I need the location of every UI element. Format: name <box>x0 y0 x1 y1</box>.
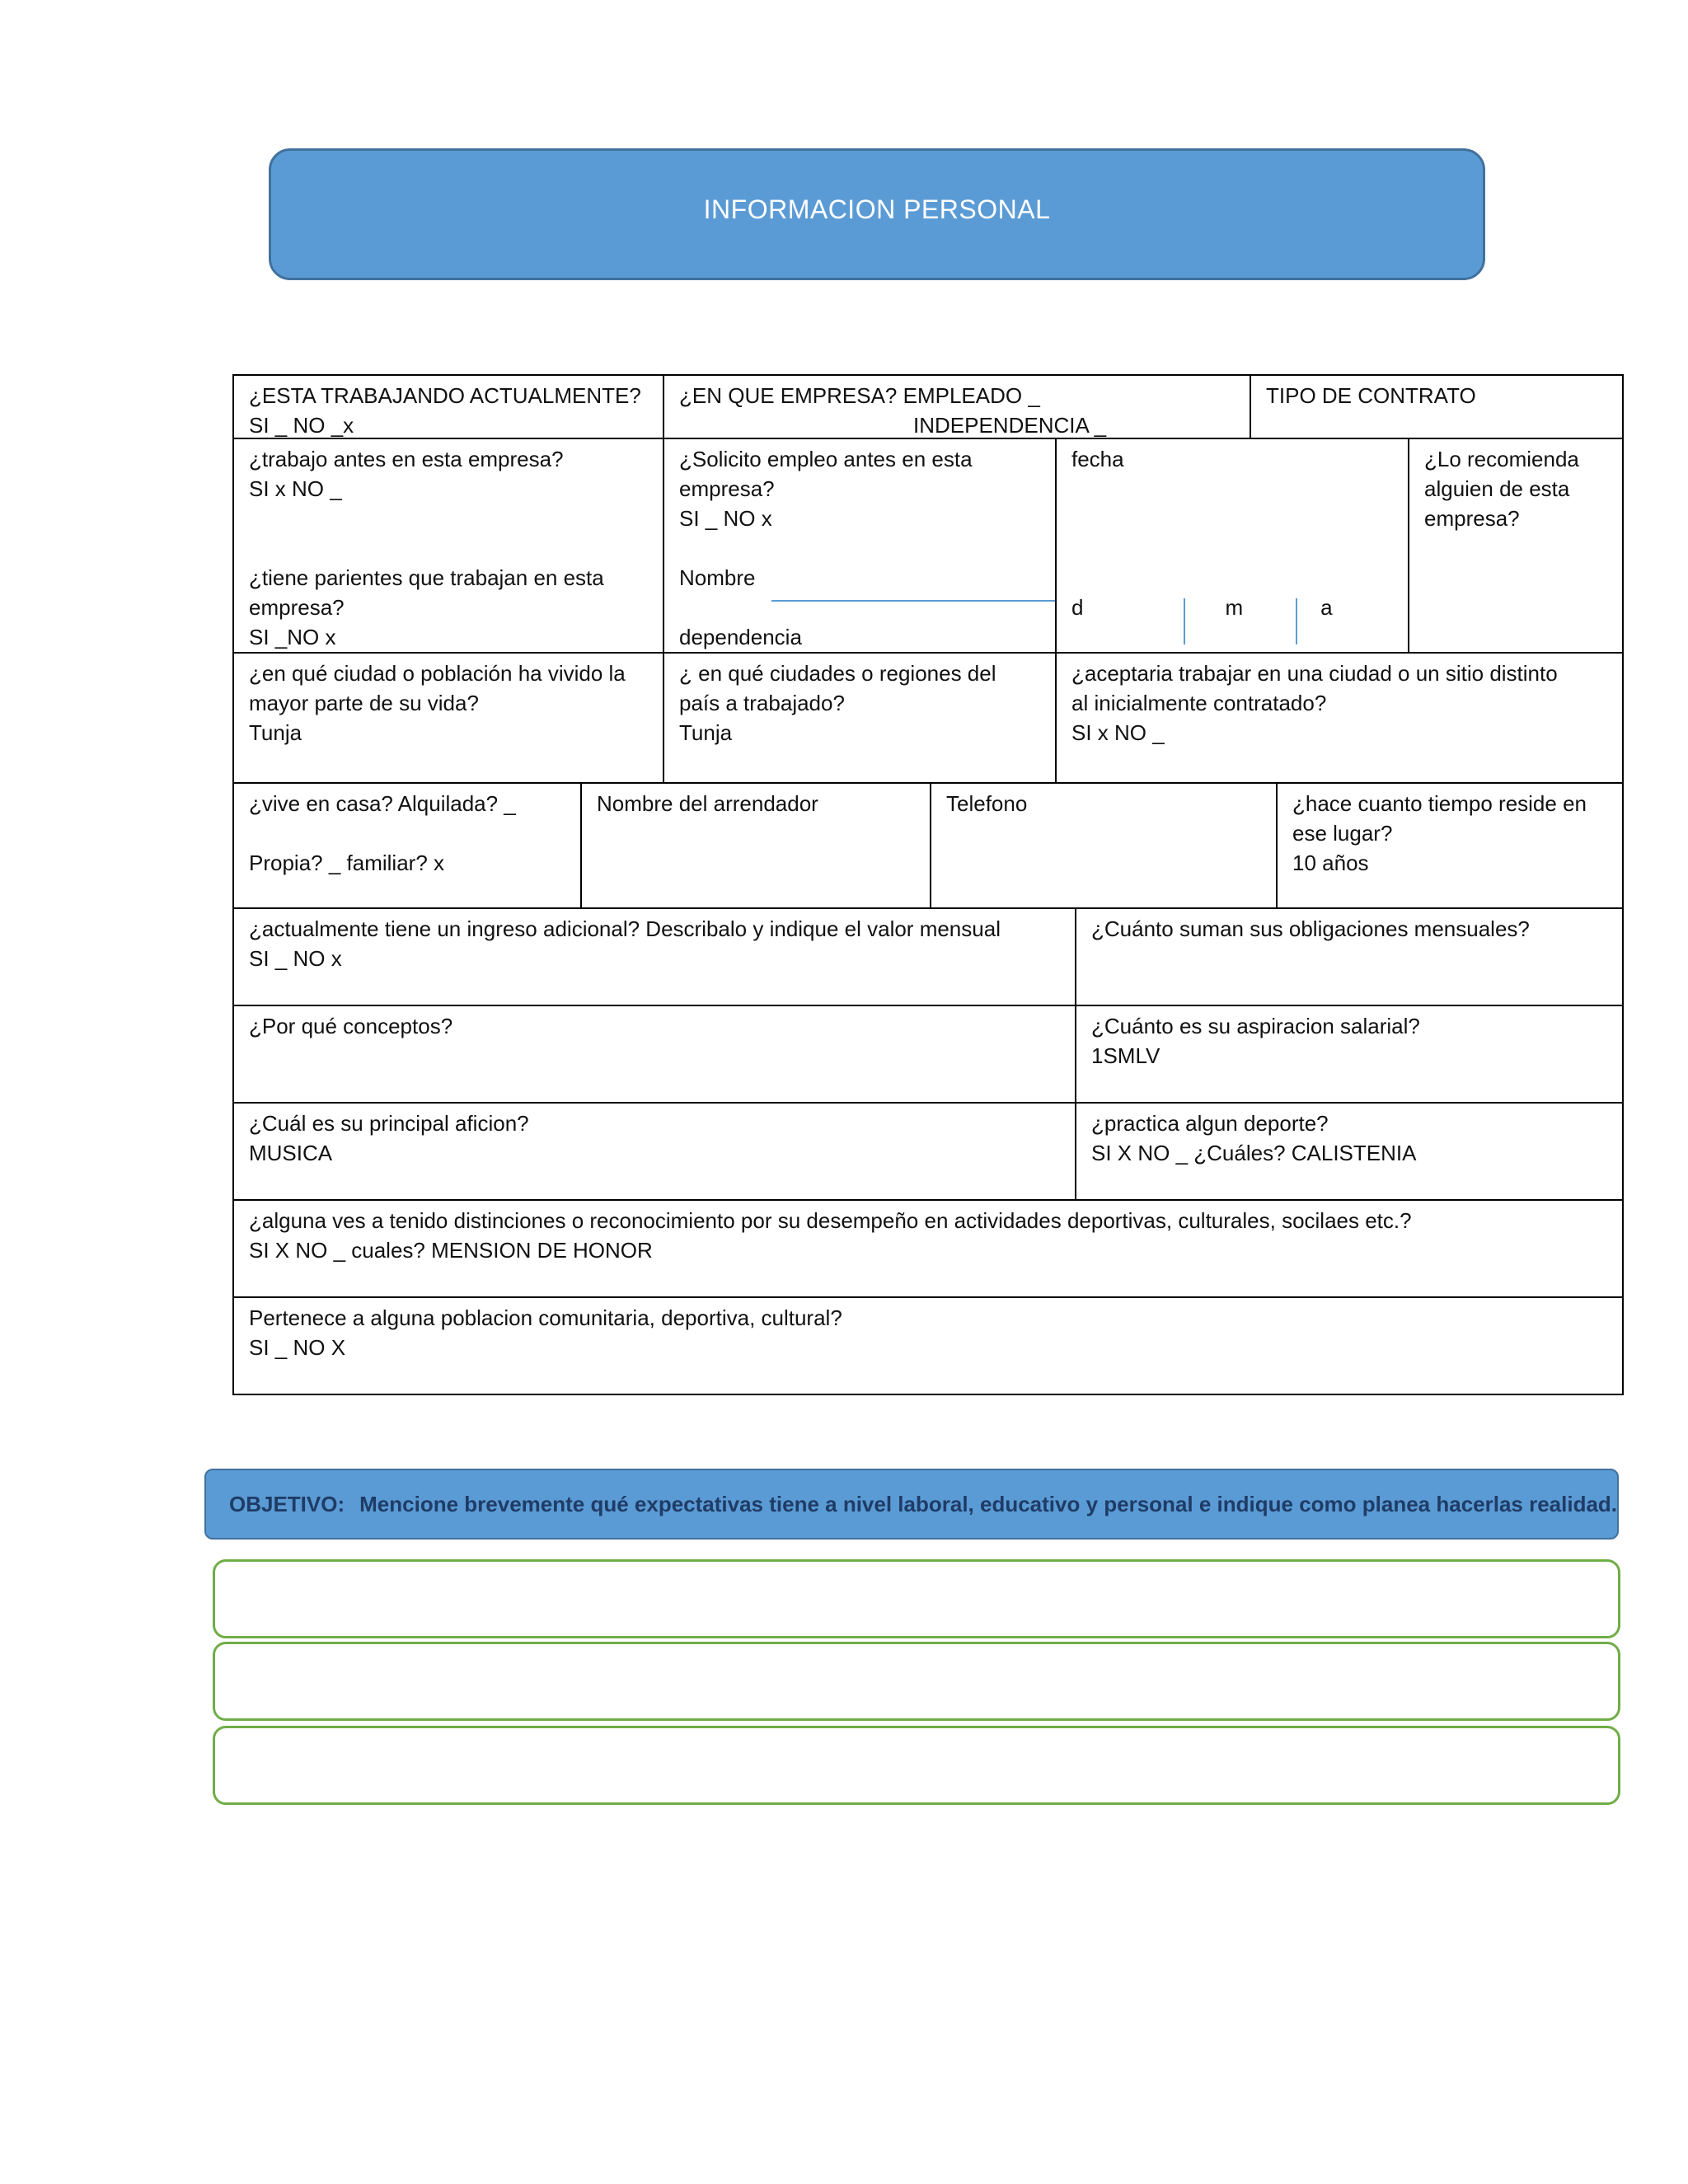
cell-tipo-contrato[interactable] <box>1250 374 1624 439</box>
question-deporte: ¿practica algun deporte? <box>1091 1111 1329 1136</box>
question-distinciones: ¿alguna ves a tenido distinciones o reconocimiento por su desempeño en actividades deportivas, culturales, socilaes etc.? <box>249 1208 1412 1233</box>
answer-regiones-trabajado[interactable]: Tunja <box>679 720 733 745</box>
question-ciudad-vivido-cont: mayor parte de su vida? <box>249 691 479 715</box>
cell-vive-en-casa <box>232 782 582 909</box>
question-recomienda: ¿Lo recomienda <box>1424 447 1579 471</box>
question-esta-trabajando: ¿ESTA TRABAJANDO ACTUALMENTE? <box>249 383 641 408</box>
cell-ingreso-adicional <box>232 907 1076 1006</box>
question-tiempo-reside-cont: ese lugar? <box>1292 821 1393 846</box>
cell-nombre-arrendador[interactable] <box>580 782 931 909</box>
answer-box-3[interactable] <box>213 1726 1620 1805</box>
answer-parientes[interactable]: SI _NO x <box>249 625 336 649</box>
answer-ciudad-vivido[interactable]: Tunja <box>249 720 302 745</box>
fecha-divider-1 <box>1184 598 1185 644</box>
question-solicito-empleo-cont: empresa? <box>679 476 775 501</box>
label-fecha: fecha <box>1071 447 1124 471</box>
label-nombre-arrendador: Nombre del arrendador <box>597 791 818 816</box>
label-tipo-contrato: TIPO DE CONTRATO <box>1266 383 1476 408</box>
label-dependencia[interactable]: dependencia <box>679 625 802 649</box>
nombre-underline <box>771 600 1057 602</box>
label-fecha-anio[interactable]: a <box>1320 595 1333 620</box>
question-ingreso-adicional: ¿actualmente tiene un ingreso adicional? Describalo y indique el valor mensual <box>249 916 1001 941</box>
question-aceptaria-trabajar: ¿aceptaria trabajar en una ciudad o un sitio distinto <box>1071 661 1558 686</box>
question-recomienda-cont2: empresa? <box>1424 506 1520 531</box>
cell-distinciones <box>232 1199 1624 1298</box>
cell-aceptaria-trabajar <box>1055 652 1624 784</box>
question-vive-en-casa[interactable]: ¿vive en casa? Alquilada? _ <box>249 791 516 816</box>
question-trabajo-antes: ¿trabajo antes en esta empresa? <box>249 447 564 471</box>
question-aceptaria-trabajar-cont: al inicialmente contratado? <box>1071 691 1327 715</box>
objective-text: Mencione brevemente qué expectativas tiene a nivel laboral, educativo y personal e indique como planea hacerlas realidad. <box>359 1491 1618 1516</box>
answer-aspiracion-salarial[interactable]: 1SMLV <box>1091 1043 1160 1068</box>
option-independencia[interactable]: INDEPENDENCIA _ <box>913 413 1107 438</box>
question-conceptos: ¿Por qué conceptos? <box>249 1014 453 1038</box>
cell-obligaciones[interactable] <box>1075 907 1624 1006</box>
question-parientes-cont: empresa? <box>249 595 345 620</box>
cell-esta-trabajando <box>232 374 664 439</box>
answer-esta-trabajando[interactable]: SI _ NO _x <box>249 413 354 438</box>
question-aspiracion-salarial: ¿Cuánto es su aspiracion salarial? <box>1091 1014 1420 1038</box>
cell-fecha <box>1055 438 1409 654</box>
options-vive-en-casa[interactable]: Propia? _ familiar? x <box>249 851 444 875</box>
cell-conceptos[interactable] <box>232 1005 1076 1104</box>
objective-banner <box>204 1469 1619 1540</box>
answer-box-1[interactable] <box>213 1559 1620 1638</box>
answer-aceptaria-trabajar[interactable]: SI x NO _ <box>1071 720 1165 745</box>
question-aficion: ¿Cuál es su principal aficion? <box>249 1111 529 1136</box>
answer-solicito-empleo[interactable]: SI _ NO x <box>679 506 772 531</box>
cell-aspiracion-salarial <box>1075 1005 1624 1104</box>
question-ciudad-vivido: ¿en qué ciudad o población ha vivido la <box>249 661 626 686</box>
question-solicito-empleo: ¿Solicito empleo antes en esta <box>679 447 973 471</box>
answer-ingreso-adicional[interactable]: SI _ NO x <box>249 946 342 971</box>
section-title: INFORMACION PERSONAL <box>703 194 1051 224</box>
cell-telefono[interactable] <box>930 782 1278 909</box>
answer-aficion[interactable]: MUSICA <box>249 1141 333 1165</box>
cell-ciudad-vivido <box>232 652 664 784</box>
answer-distinciones[interactable]: SI X NO _ cuales? MENSION DE HONOR <box>249 1238 653 1263</box>
cell-trabajo-antes <box>232 438 664 654</box>
answer-trabajo-antes[interactable]: SI x NO _ <box>249 476 342 501</box>
answer-poblacion[interactable]: SI _ NO X <box>249 1335 346 1360</box>
cell-en-que-empresa <box>663 374 1251 439</box>
cell-regiones-trabajado <box>663 652 1057 784</box>
label-telefono: Telefono <box>946 791 1028 816</box>
cell-aficion <box>232 1102 1076 1201</box>
question-en-que-empresa: ¿EN QUE EMPRESA? EMPLEADO _ <box>679 383 1040 408</box>
question-parientes: ¿tiene parientes que trabajan en esta <box>249 565 604 590</box>
section-header-banner <box>269 148 1485 280</box>
question-regiones-trabajado-cont: país a trabajado? <box>679 691 845 715</box>
question-recomienda-cont: alguien de esta <box>1424 476 1570 501</box>
answer-box-2[interactable] <box>213 1642 1620 1721</box>
cell-tiempo-reside <box>1276 782 1624 909</box>
cell-poblacion <box>232 1296 1624 1395</box>
label-nombre[interactable]: Nombre <box>679 565 756 590</box>
question-regiones-trabajado: ¿ en qué ciudades o regiones del <box>679 661 996 686</box>
cell-recomienda <box>1408 438 1624 654</box>
label-fecha-mes[interactable]: m <box>1225 595 1244 620</box>
objective-label: OBJETIVO: <box>229 1491 345 1516</box>
cell-solicito-empleo <box>663 438 1057 654</box>
label-fecha-dia[interactable]: d <box>1071 595 1084 620</box>
question-obligaciones: ¿Cuánto suman sus obligaciones mensuales? <box>1091 916 1530 941</box>
answer-deporte[interactable]: SI X NO _ ¿Cuáles? CALISTENIA <box>1091 1141 1417 1165</box>
answer-tiempo-reside[interactable]: 10 años <box>1292 851 1369 875</box>
fecha-divider-2 <box>1296 598 1297 644</box>
question-poblacion: Pertenece a alguna poblacion comunitaria, deportiva, cultural? <box>249 1305 842 1330</box>
cell-deporte <box>1075 1102 1624 1201</box>
question-tiempo-reside: ¿hace cuanto tiempo reside en <box>1292 791 1587 816</box>
